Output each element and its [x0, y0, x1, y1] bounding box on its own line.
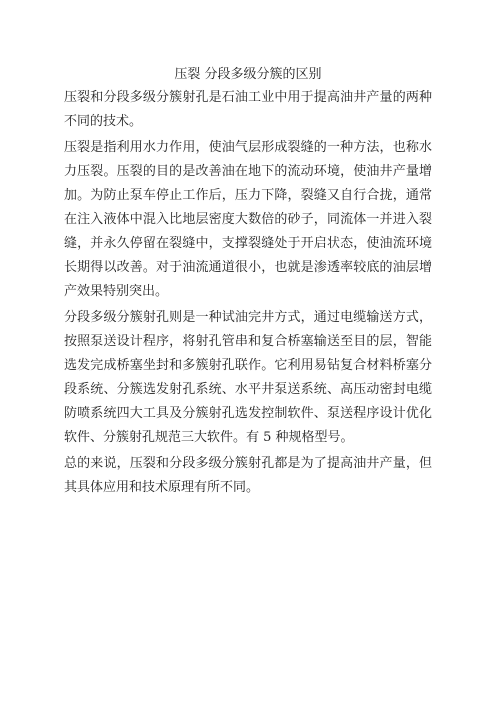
- paragraph-fracturing: 压裂是指利用水力作用，使油气层形成裂缝的一种方法，也称水力压裂。压裂的目的是改善油在地下的流动环境，使油井产量增加。为防止泵车停止工作后，压力下降，裂缝又自行合拢，通常在注入液体中混入比地层密度大数倍的砂子，同流体一并进入裂缝，并永久停留在裂缝中，支撑裂缝处于开启状态，使油流环境长期得以改善。对于油流通道很小，也就是渗透率较底的油层增产效果特别突出。: [64, 140, 432, 299]
- paragraph-multistage-perforation: 分段多级分簇射孔则是一种试油完井方式，通过电缆输送方式，按照泵送设计程序，将射孔管串和复合桥塞输送至目的层，智能选发完成桥塞坐封和多簇射孔联作。它利用易钻复合材料桥塞分段系统、分簇选发射孔系统、水平井泵送系统、高压动密封电缆防喷系统四大工具及分簇射孔选发控制软件、泵送程序设计优化软件、分簇射孔规范三大软件。有 5 种规格型号。: [64, 310, 432, 445]
- document-body: [64, 64, 432, 500]
- paragraph-summary: 总的来说，压裂和分段多级分簇射孔都是为了提高油井产量，但其具体应用和技术原理有所不同。: [64, 456, 432, 495]
- paragraph-intro: 压裂和分段多级分簇射孔是石油工业中用于提高油井产量的两种不同的技术。: [64, 90, 432, 129]
- document-title: 压裂 分段多级分簇的区别: [174, 67, 322, 82]
